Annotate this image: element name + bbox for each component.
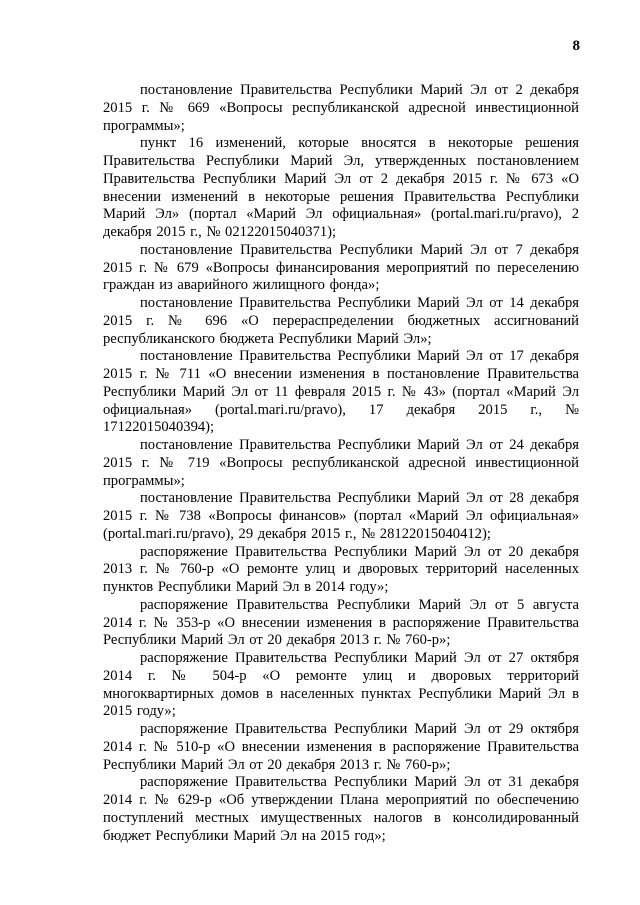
paragraph: постановление Правительства Республики Марий Эл от 28 декабря 2015 г. № 738 «Вопросы финансов» (портал «Марий Эл официальная» (portal.mari.ru/pravo), 29 декабря 2015 г., № 28122015040412);: [103, 490, 579, 542]
paragraph: постановление Правительства Республики Марий Эл от 24 декабря 2015 г. № 719 «Вопросы республиканской адресной инвестиционной программы»;: [103, 437, 579, 489]
paragraph: постановление Правительства Республики Марий Эл от 17 декабря 2015 г. № 711 «О внесении изменения в постановление Правительства Республики Марий Эл от 11 февраля 2015 г. № 43» (портал «Марий Эл официальная» (portal.mari.ru/pravo), 17 декабря 2015 г., № 17122015040394);: [103, 348, 579, 436]
paragraph: распоряжение Правительства Республики Марий Эл от 31 декабря 2014 г. № 629-р «Об утверждении Плана мероприятий по обеспечению поступлений местных имущественных налогов в консолидированный бюджет Республики Марий Эл на 2015 год»;: [103, 774, 579, 844]
paragraph: распоряжение Правительства Республики Марий Эл от 29 октября 2014 г. № 510-р «О внесении изменения в распоряжение Правительства Республики Марий Эл от 20 декабря 2013 г. № 760-р»;: [103, 721, 579, 773]
paragraph: распоряжение Правительства Республики Марий Эл от 5 августа 2014 г. № 353-р «О внесении изменения в распоряжение Правительства Республики Марий Эл от 20 декабря 2013 г. № 760-р»;: [103, 596, 579, 649]
paragraph: постановление Правительства Республики Марий Эл от 7 декабря 2015 г. № 679 «Вопросы финансирования мероприятий по переселению граждан из аварийного жилищного фонда»;: [103, 241, 579, 294]
paragraph: пункт 16 изменений, которые вносятся в некоторые решения Правительства Республики Марий Эл, утвержденных постановлением Правительства Республики Марий Эл от 2 декабря 2015 г. № 673 «О внесении изменений в некоторые решения Правительства Республики Марий Эл» (портал «Марий Эл официальная» (portal.mari.ru/pravo), 2 декабря 2015 г., № 02122015040371);: [103, 135, 579, 240]
paragraph: постановление Правительства Республики Марий Эл от 14 декабря 2015 г. № 696 «О перераспределении бюджетных ассигнований республиканского бюджета Республики Марий Эл»;: [103, 295, 579, 347]
document-content: [103, 82, 579, 845]
page-number: 8: [572, 38, 580, 54]
paragraph: постановление Правительства Республики Марий Эл от 2 декабря 2015 г. № 669 «Вопросы республиканской адресной инвестиционной программы»;: [103, 82, 579, 134]
paragraph: распоряжение Правительства Республики Марий Эл от 27 октября 2014 г. № 504-р «О ремонте улиц и дворовых территорий многоквартирных домов в населенных пунктах Республики Марий Эл в 2015 году»;: [103, 650, 579, 720]
paragraph: распоряжение Правительства Республики Марий Эл от 20 декабря 2013 г. № 760-р «О ремонте улиц и дворовых территорий населенных пунктов Республики Марий Эл в 2014 году»;: [103, 543, 579, 595]
